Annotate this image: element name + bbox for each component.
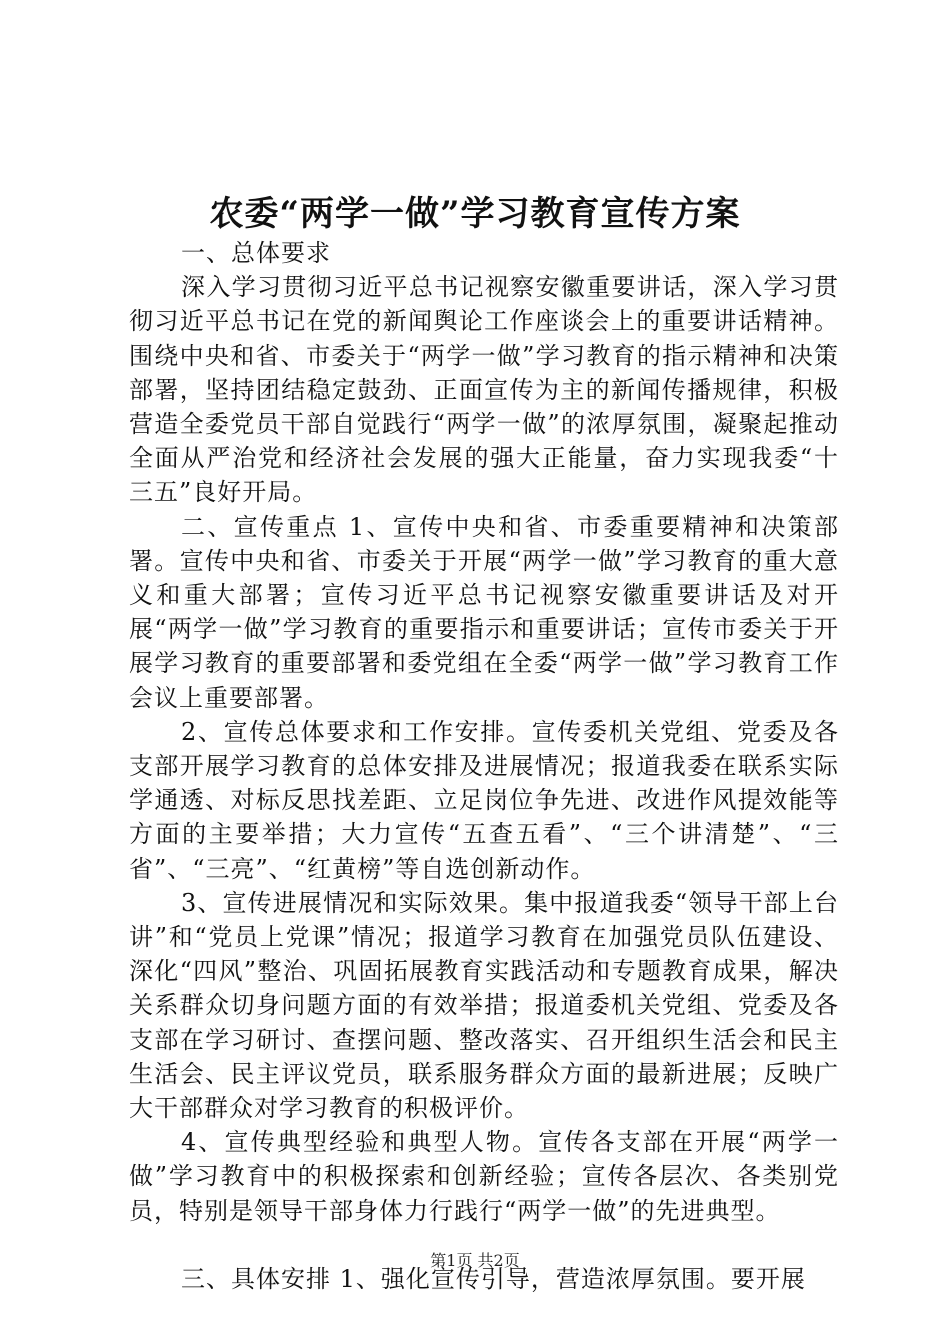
paragraph-publicity-focus-2: 2、宣传总体要求和工作安排。宣传委机关党组、党委及各支部开展学习教育的总体安排及进展情况；报道我委在联系实际学通透、对标反思找差距、立足岗位争先进、改进作风提效能等方面的主要举措；大力宣传“五查五看”、“三个讲清楚”、“三省”、“三亮”、“红黄榜”等自选创新动作。 <box>129 717 839 883</box>
paragraph-publicity-focus-1: 二、宣传重点 1、宣传中央和省、市委重要精神和决策部署。宣传中央和省、市委关于开展“两学一做”学习教育的重大意义和重大部署；宣传习近平总书记视察安徽重要讲话及对开展“两学一做”学习教育的重要指示和重要讲话；宣传市委关于开展学习教育的重要部署和委党组在全委“两学一做”学习教育工作会议上重要部署。 <box>129 512 839 712</box>
section-heading-general-requirements: 一、总体要求 <box>181 239 331 267</box>
document-title: 农委“两学一做”学习教育宣传方案 <box>209 194 741 234</box>
paragraph-general-requirements: 深入学习贯彻习近平总书记视察安徽重要讲话，深入学习贯彻习近平总书记在党的新闻舆论工作座谈会上的重要讲话精神。围绕中央和省、市委关于“两学一做”学习教育的指示精神和决策部署，坚持团结稳定鼓劲、正面宣传为主的新闻传播规律，积极营造全委党员干部自觉践行“两学一做”的浓厚氛围，凝聚起推动全面从严治党和经济社会发展的强大正能量，奋力实现我委“十三五”良好开局。 <box>129 273 839 507</box>
paragraph-specific-arrangements: 三、具体安排 1、强化宣传引导，营造浓厚氛围。要开展 <box>181 1264 806 1293</box>
document-body <box>129 236 839 1296</box>
paragraph-publicity-focus-4: 4、宣传典型经验和典型人物。宣传各支部在开展“两学一做”学习教育中的积极探索和创新经验；宣传各层次、各类别党员，特别是领导干部身体力行践行“两学一做”的先进典型。 <box>129 1128 839 1225</box>
paragraph-publicity-focus-3: 3、宣传进展情况和实际效果。集中报道我委“领导干部上台讲”和“党员上党课”情况；报道学习教育在加强党员队伍建设、深化“四风”整治、巩固拓展教育实践活动和专题教育成果，解决关系群众切身问题方面的有效举措；报道委机关党组、党委及各支部在学习研讨、查摆问题、整改落实、召开组织生活会和民主生活会、民主评议党员，联系服务群众方面的最新进展；反映广大干部群众对学习教育的积极评价。 <box>129 888 839 1123</box>
page-number: 第1页 共2页 <box>430 1251 520 1270</box>
